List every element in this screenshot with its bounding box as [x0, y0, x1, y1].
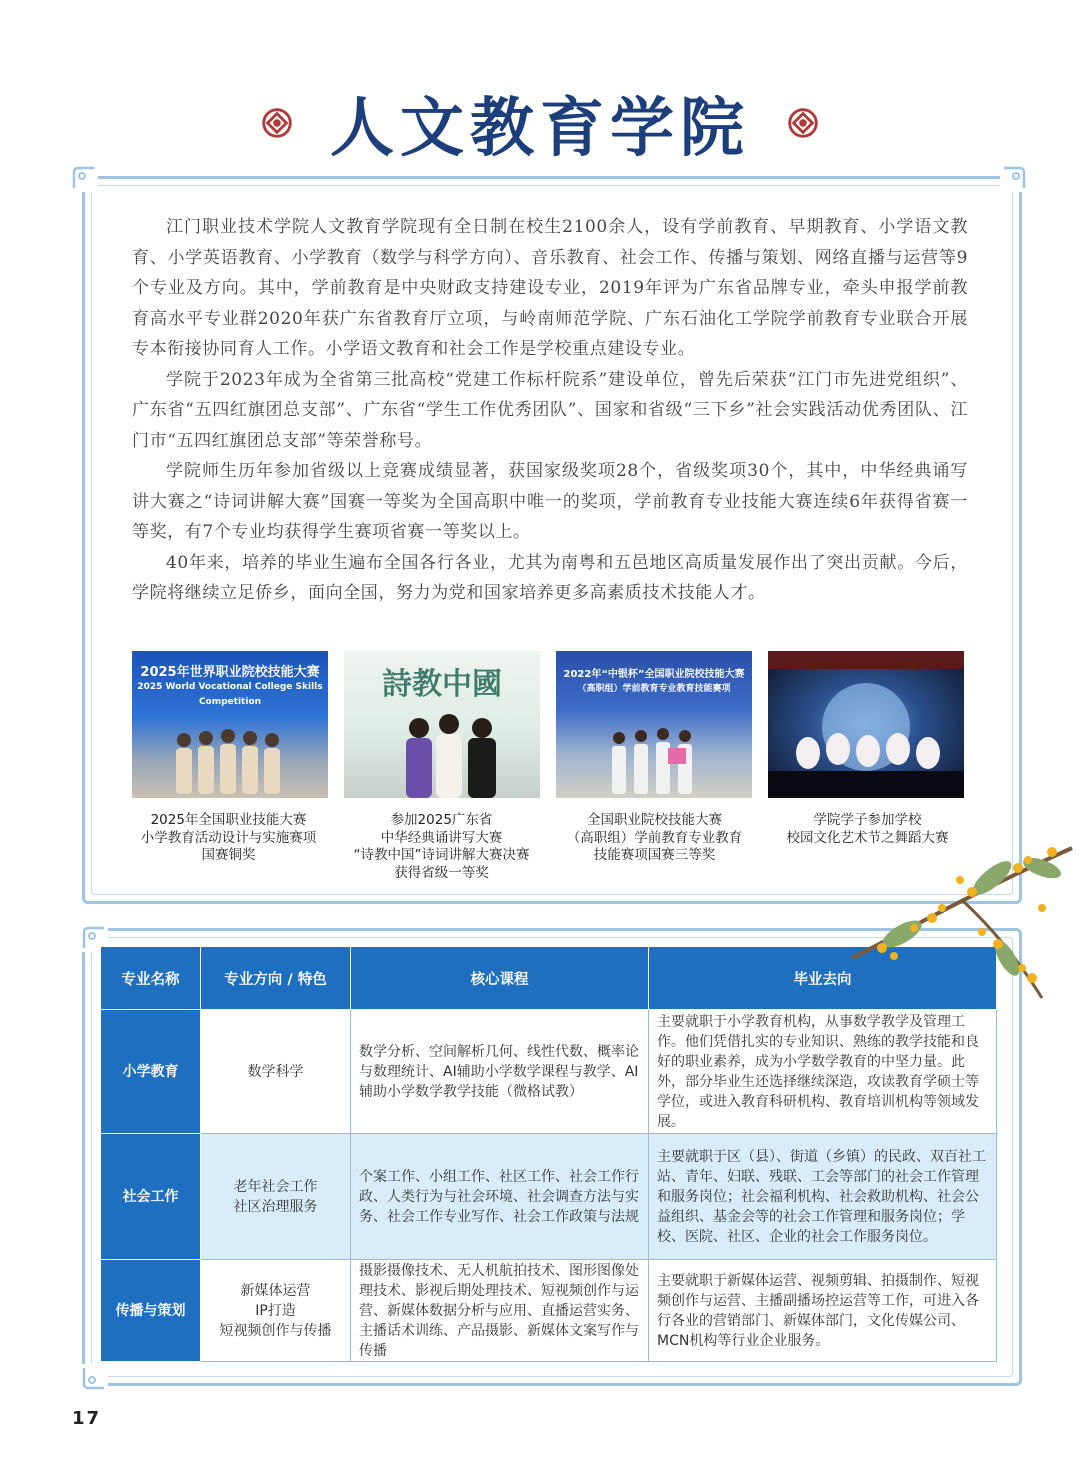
photo-strip [132, 651, 964, 801]
photo-banner-text: 詩教中國 [382, 667, 502, 702]
career-path: 主要就职于区（县）、街道（乡镇）的民政、双百社工站、青年、妇联、残联、工会等部门的社会工作管理和服务岗位；社会福利机构、社会救助机构、社会公益组织、基金会等的社会工作管理和服务岗位；学校、医院、社区、企业的社会工作服务岗位。 [649, 1134, 997, 1260]
frame-corner-ornament-icon [70, 164, 98, 192]
core-courses: 个案工作、小组工作、社区工作、社会工作行政、人类行为与社会环境、社会调查方法与实务、社会工作专业写作、社会工作政策与法规 [351, 1134, 649, 1260]
table-header-cell: 专业方向 / 特色 [201, 947, 351, 1010]
photo-dance-contest [768, 651, 964, 798]
major-direction: 老年社会工作 社区治理服务 [201, 1134, 351, 1260]
table-header-cell: 核心课程 [351, 947, 649, 1010]
people-group-icon [132, 718, 328, 798]
intro-paragraph: 40年来，培养的毕业生遍布全国各行各业，尤其为南粤和五邑地区高质量发展作出了突出贡献。今后，学院将继续立足侨乡，面向全国，努力为党和国家培养更多高素质技术技能人才。 [132, 552, 968, 603]
title-row [0, 78, 1080, 168]
photo-preschool-competition [556, 651, 752, 798]
intro-paragraph: 学院师生历年参加省级以上竞赛成绩显著，获国家级奖项28个，省级奖项30个，其中，中华经典诵写讲大赛之“诗词讲解大赛”国赛一等奖为全国高职中唯一的奖项，学前教育专业技能大赛连续6年获得省赛一等奖，有7个专业均获得学生赛项省赛一等奖以上。 [132, 461, 968, 542]
core-courses: 摄影摄像技术、无人机航拍技术、图形图像处理技术、影视后期处理技术、短视频创作与运营、新媒体数据分析与应用、直播运营实务、主播话术训练、产品摄影、新媒体文案写作与传播 [351, 1260, 649, 1362]
photo-banner-text: （高职组）学前教育专业教育技能赛项 [577, 684, 731, 694]
photo-caption: 2025年全国职业技能大赛 小学教育活动设计与实施赛项 国赛铜奖 [140, 812, 317, 863]
career-path: 主要就职于新媒体运营、视频剪辑、拍摄制作、短视频创作与运营、主播副播场控运营等工作，可进入各行各业的营销部门、新媒体部门，文化传媒公司、MCN机构等行业企业服务。 [649, 1260, 997, 1362]
people-group-icon [556, 718, 752, 798]
page-title: 人文教育学院 [330, 91, 750, 166]
people-group-icon [344, 708, 540, 798]
major-name: 小学教育 [101, 1010, 201, 1134]
chinese-knot-icon [784, 104, 822, 142]
photo-banner-text: 2025 World Vocational College Skills Competition [137, 682, 323, 707]
intro-text [132, 212, 968, 609]
major-name: 社会工作 [101, 1134, 201, 1260]
photo-banner-text: 2025年世界职业院校技能大赛 [140, 665, 320, 680]
career-path: 主要就职于小学教育机构，从事数学教学及管理工作。他们凭借扎实的专业知识、熟练的教学技能和良好的职业素养，成为小学数学教育的中坚力量。此外，部分毕业生还选择继续深造，攻读教育学硕士等学位，或进入教育科研机构、教育培训机构等领域发展。 [649, 1010, 997, 1134]
major-name: 传播与策划 [101, 1260, 201, 1362]
osmanthus-flower-decoration-icon [842, 808, 1080, 1008]
table-header-cell: 毕业去向 [649, 947, 997, 1010]
page-number: 17 [72, 1408, 102, 1429]
photo-caption: 全国职业院校技能大赛 （高职组）学前教育专业教育 技能赛项国赛三等奖 [566, 812, 743, 863]
major-direction: 数学科学 [201, 1010, 351, 1134]
photo-caption: 学院学子参加学校 校园文化艺术节之舞蹈大赛 [786, 812, 949, 846]
photo-skills-competition [132, 651, 328, 798]
frame-corner-ornament-icon [1000, 164, 1028, 192]
major-direction: 新媒体运营 IP打造 短视频创作与传播 [201, 1260, 351, 1362]
intro-paragraph: 江门职业技术学院人文教育学院现有全日制在校生2100余人，设有学前教育、早期教育、小学语文教育、小学英语教育、小学教育（数学与科学方向）、音乐教育、社会工作、传播与策划、网络直播与运营等9个专业及方向。其中，学前教育是中央财政支持建设专业，2019年评为广东省品牌专业，牵头申报学前教育高水平专业群2020年获广东省教育厅立项，与岭南师范学院、广东石油化工学院学前教育专业联合开展专本衔接协同育人工作。小学语文教育和社会工作是学校重点建设专业。 [132, 217, 968, 359]
stage-dancers-icon [768, 651, 964, 798]
frame-corner-ornament-icon [80, 1364, 108, 1392]
core-courses: 数学分析、空间解析几何、线性代数、概率论与数理统计、AI辅助小学数学课程与教学、AI辅助小学数学教学技能（微格试教） [351, 1010, 649, 1134]
table-row [101, 1010, 997, 1134]
photo-poetry-contest [344, 651, 540, 798]
photo-banner-text: 2022年“中银杯”全国职业院校技能大赛 [563, 669, 745, 680]
majors-table [100, 946, 997, 1362]
intro-paragraph: 学院于2023年成为全省第三批高校“党建工作标杆院系”建设单位，曾先后荣获“江门市先进党组织”、广东省“五四红旗团总支部”、广东省“学生工作优秀团队”、国家和省级“三下乡”社会实践活动优秀团队、江门市“五四红旗团总支部”等荣誉称号。 [132, 369, 968, 451]
table-header-cell: 专业名称 [101, 947, 201, 1010]
table-row [101, 1134, 997, 1260]
table-row [101, 1260, 997, 1362]
chinese-knot-icon [258, 104, 296, 142]
photo-caption: 参加2025广东省 中华经典诵讲写大赛 “诗教中国”诗词讲解大赛决赛 获得省级一等奖 [353, 812, 530, 881]
